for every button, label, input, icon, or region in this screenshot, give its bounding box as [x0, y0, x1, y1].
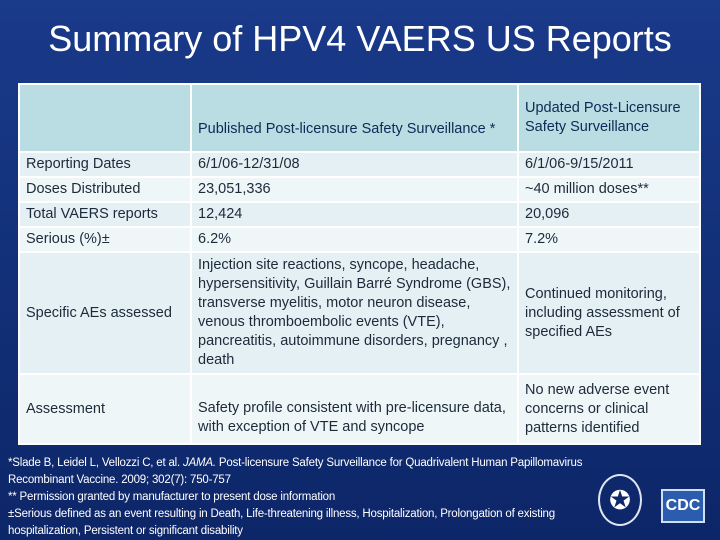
- table-row: [19, 177, 700, 202]
- row-label: Total VAERS reports: [19, 202, 191, 227]
- row-label: Specific AEs assessed: [19, 252, 191, 374]
- serious-footnote: ±Serious defined as an event resulting in Death, Life-threatening illness, Hospitalization, Prolongation of existing hospitalization, Persistent or significant disability: [8, 508, 555, 537]
- table-row: [19, 374, 700, 444]
- permission-footnote: ** Permission granted by manufacturer to present dose information: [8, 491, 336, 503]
- slide-title: Summary of HPV4 VAERS US Reports: [48, 18, 672, 59]
- table-row: [19, 252, 700, 374]
- summary-table: [18, 83, 701, 445]
- ref-journal: JAMA.: [183, 457, 216, 469]
- cell: Continued monitoring, including assessment of specified AEs: [518, 252, 700, 374]
- cell: ~40 million doses**: [518, 177, 700, 202]
- cell: 20,096: [518, 202, 700, 227]
- header-cell: [19, 84, 191, 152]
- row-label: Doses Distributed: [19, 177, 191, 202]
- header-cell: Updated Post-Licensure Safety Surveillance: [518, 84, 700, 152]
- cell: Injection site reactions, syncope, headache, hypersensitivity, Guillain Barré Syndrome (GBS), transverse myelitis, motor neuron disease, venous thromboembolic events (VTE), pancreatitis, autoimmune disorders, pregnancy , death: [191, 252, 518, 374]
- cell: [191, 374, 518, 444]
- cell: No new adverse event concerns or clinical patterns identified: [518, 374, 700, 444]
- footnotes: [8, 455, 598, 540]
- row-label: Assessment: [19, 374, 191, 444]
- table-row: [19, 202, 700, 227]
- ref-authors: *Slade B, Leidel L, Vellozzi C, et al.: [8, 457, 184, 469]
- table-header-row: [19, 84, 700, 152]
- table-row: [19, 152, 700, 177]
- hhs-logo-icon: ✪: [598, 474, 642, 526]
- row-label: Serious (%)±: [19, 227, 191, 252]
- cdc-logo: CDC: [661, 489, 705, 523]
- cell: 23,051,336: [191, 177, 518, 202]
- assessment-published: Safety profile consistent with pre-licensure data, with exception of VTE and syncope: [198, 400, 506, 435]
- cell: 6.2%: [191, 227, 518, 252]
- cell: 6/1/06-12/31/08: [191, 152, 518, 177]
- cell: 12,424: [191, 202, 518, 227]
- ref-details: Post-licensure Safety Surveillance for Quadrivalent Human Papillomavirus Recombinant Vaccine. 2009; 302(7): 750-757: [8, 457, 583, 486]
- table-row: [19, 227, 700, 252]
- cell: 6/1/06-9/15/2011: [518, 152, 700, 177]
- header-cell: [191, 84, 518, 152]
- row-label: Reporting Dates: [19, 152, 191, 177]
- header-published: Published Post-licensure Safety Surveillance *: [198, 120, 496, 137]
- cell: 7.2%: [518, 227, 700, 252]
- reference-footnote: [8, 455, 598, 489]
